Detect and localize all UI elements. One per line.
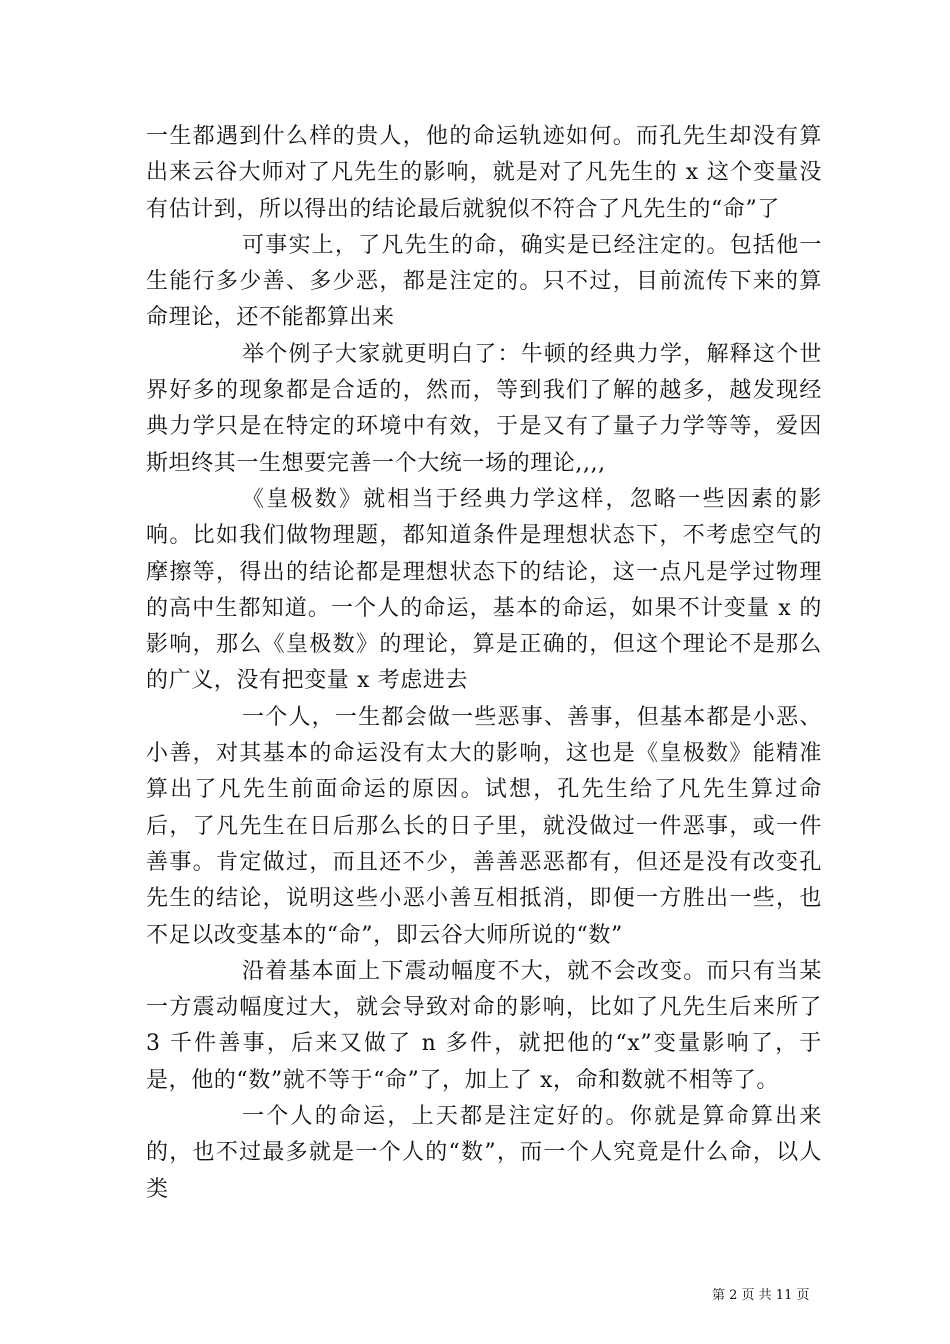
paragraph-3: 举个例子大家就更明白了：牛顿的经典力学，解释这个世界好多的现象都是合适的，然而，等到我们了解的越多，越发现经典力学只是在特定的环境中有效，于是又有了量子力学等等，爱因斯坦终其一生想要完善一个大统一场的理论,,,, [146,341,822,476]
document-body [146,119,822,1208]
paragraph-6: 沿着基本面上下震动幅度不大，就不会改变。而只有当某一方震动幅度过大，就会导致对命的影响，比如了凡先生后来所了 3 千件善事，后来又做了 n 多件，就把他的“x”变量影响了，于是，他的“数”就不等于“命”了，加上了 x，命和数就不相等了。 [146,958,822,1093]
paragraph-5: 一个人，一生都会做一些恶事、善事，但基本都是小恶、小善，对其基本的命运没有太大的影响，这也是《皇极数》能精准算出了凡先生前面命运的原因。试想，孔先生给了凡先生算过命后，了凡先生在日后那么长的日子里，就没做过一件恶事，或一件善事。肯定做过，而且还不少，善善恶恶都有，但还是没有改变孔先生的结论，说明这些小恶小善互相抵消，即便一方胜出一些，也不足以改变基本的“命”，即云谷大师所说的“数” [146,704,822,948]
paragraph-1: 一生都遇到什么样的贵人，他的命运轨迹如何。而孔先生却没有算出来云谷大师对了凡先生的影响，就是对了凡先生的 x 这个变量没有估计到，所以得出的结论最后就貌似不符合了凡先生的“命”了 [146,124,822,222]
paragraph-2: 可事实上，了凡先生的命，确实是已经注定的。包括他一生能行多少善、多少恶，都是注定的。只不过，目前流传下来的算命理论，还不能都算出来 [146,232,822,331]
page-number: 第 2 页 共 11 页 [712,1288,810,1303]
paragraph-7: 一个人的命运，上天都是注定好的。你就是算命算出来的，也不过最多就是一个人的“数”，而一个人究竟是什么命，以人类 [146,1104,822,1202]
paragraph-4: 《皇极数》就相当于经典力学这样，忽略一些因素的影响。比如我们做物理题，都知道条件是理想状态下，不考虑空气的摩擦等，得出的结论都是理想状态下的结论，这一点凡是学过物理的高中生都知道。一个人的命运，基本的命运，如果不计变量 x 的影响，那么《皇极数》的理论，算是正确的，但这个理论不是那么的广义，没有把变量 x 考虑进去 [146,486,822,694]
